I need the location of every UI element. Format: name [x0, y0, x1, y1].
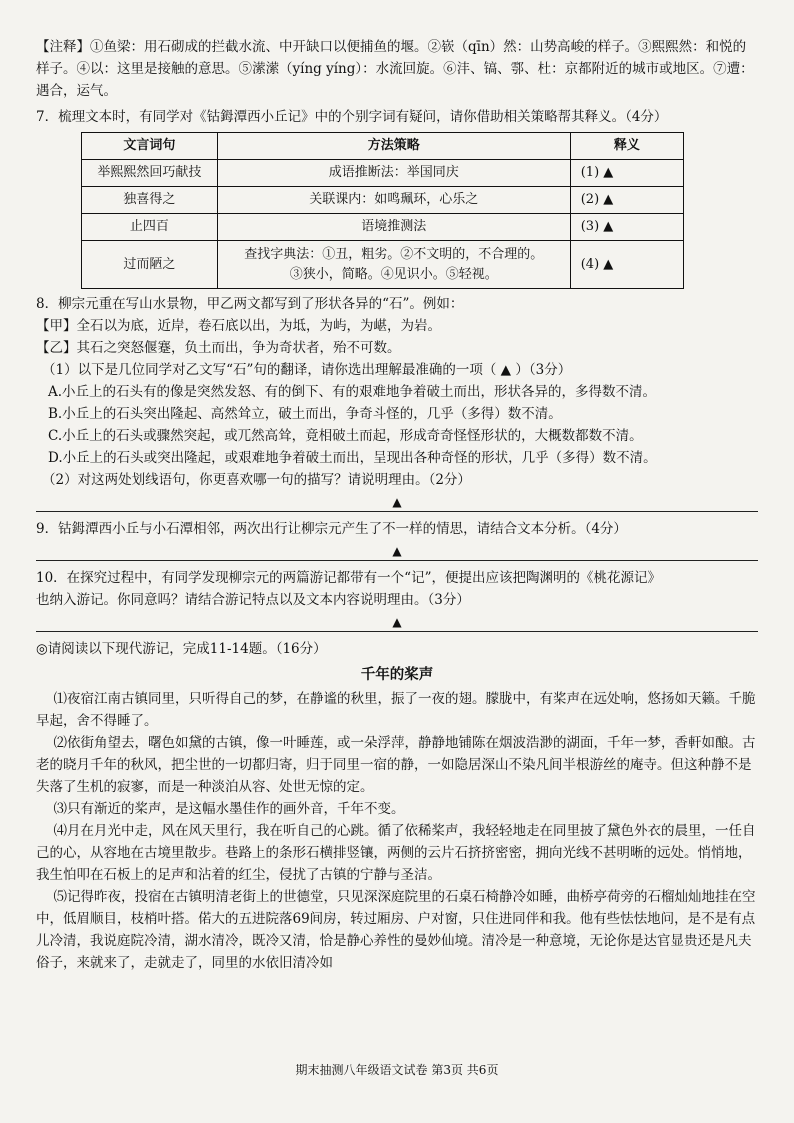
text-yi-quote: 【乙】其石之突怒偃蹇，负土而出，争为奇状者，殆不可数。 — [36, 340, 401, 356]
table-row — [82, 241, 684, 289]
method-cell — [217, 241, 570, 289]
table-row — [82, 214, 684, 241]
question-8-sub2: （2）对这两处划线语句，你更喜欢哪一句的描写？请说明理由。（2分） — [42, 472, 471, 488]
answer-line[interactable]: ▲ — [36, 613, 758, 632]
header-method: 方法策略 — [217, 133, 570, 160]
essay-paragraph-5: ⑸记得昨夜，投宿在古镇明清老街上的世德堂，只见深深庭院里的石桌石椅静冷如睡，曲桥亭荷旁的石榴灿灿地挂在空中，低眉顺目，枝梢叶搭。偌大的五进院落69间房，转过厢房、户对窗，只住进同伴和我。他有些怯怯地问，是不是有点儿冷清，我说庭院冷清，湖水清冷，既冷又清，恰是静心养性的曼妙仙境。清冷是一种意境，无论你是达官显贵还是凡夫俗子，来就来了，走就走了，同里的水依旧清冷如 — [36, 889, 756, 971]
option-c[interactable]: C.小丘上的石头或骤然突起，或兀然高耸，竟相破土而起，形成奇奇怪怪形状的，大概数都数不清。 — [48, 428, 643, 444]
answer-blank[interactable]: (4) ▲ — [570, 241, 683, 289]
question-8-sub1: （1）以下是几位同学对乙文写“石”句的翻译，请你选出理解最准确的一项（ ▲ ）（3分） — [42, 362, 572, 378]
strategy-table — [81, 132, 684, 289]
option-b[interactable]: B.小丘上的石头突出隆起、高然耸立，破土而出，争奇斗怪的，几乎（多得）数不清。 — [48, 406, 562, 422]
option-d[interactable]: D.小丘上的石头或突出隆起，或艰难地争着破土而出，呈现出各种奇怪的形状，几乎（多得）数不清。 — [48, 450, 657, 466]
phrase-cell: 止四百 — [82, 214, 218, 241]
answer-blank[interactable]: (1) ▲ — [570, 160, 683, 187]
method-line-1: 查找字典法：①丑，粗劣。②不文明的，不合理的。 — [244, 246, 544, 262]
essay-title: 千年的桨声 — [360, 666, 434, 683]
phrase-cell: 过而陋之 — [82, 241, 218, 289]
question-10-line-2: 也纳入游记。你同意吗？请结合游记特点以及文本内容说明理由。（3分） — [36, 592, 470, 608]
answer-line[interactable]: ▲ — [36, 493, 758, 512]
question-9-stem: 9．钴鉧潭西小丘与小石潭相邻，两次出行让柳宗元产生了不一样的情思，请结合文本分析。（4分） — [36, 521, 627, 537]
answer-blank[interactable]: (2) ▲ — [570, 187, 683, 214]
section-heading: ◎请阅读以下现代游记，完成11-14题。（16分） — [36, 641, 327, 657]
text-jia-quote: 【甲】全石以为底，近岸，卷石底以出，为坻，为屿，为嵁，为岩。 — [36, 318, 441, 334]
essay-paragraph-4: ⑷月在月光中走，风在风天里行，我在听自己的心跳。循了依稀桨声，我轻轻地走在同里披了黛色外衣的晨里，一任自己的心，从容地在古境里散步。巷路上的条形石横排竖镶，两侧的云片石挤挤密密，拥向光线不甚明晰的远处。悄悄地，我生怕叩在石板上的足声和沾着的红尘，侵扰了古镇的宁静与圣洁。 — [36, 823, 756, 883]
exam-page — [36, 36, 758, 974]
question-7-stem: 7．梳理文本时，有同学对《钴鉧潭西小丘记》中的个别字词有疑问，请你借助相关策略帮其释义。（4分） — [36, 109, 668, 125]
method-cell: 成语推断法：举国同庆 — [217, 160, 570, 187]
method-line-2: ③狭小，简略。④见识小。⑤轻视。 — [289, 266, 498, 282]
question-10-line-1: 10．在探究过程中，有同学发现柳宗元的两篇游记都带有一个“记”，便提出应该把陶渊明的《桃花源记》 — [36, 570, 661, 586]
table-row — [82, 160, 684, 187]
answer-line[interactable]: ▲ — [36, 542, 758, 561]
answer-blank[interactable]: (3) ▲ — [570, 214, 683, 241]
method-cell: 语境推测法 — [217, 214, 570, 241]
essay-paragraph-3: ⑶只有渐近的桨声，是这幅水墨佳作的画外音，千年不变。 — [53, 801, 405, 817]
essay-paragraph-2: ⑵依街角望去，曙色如黛的古镇，像一叶睡莲，或一朵浮萍，静静地铺陈在烟波浩渺的湖面，千年一梦，香軒如酿。古老的晓月千年的秋风，把尘世的一切都归寄，归于同里一宿的静，一如隐居深山不染凡间半根游丝的庵寺。但这种静不是失落了生机的寂寥，而是一种淡泊从容、处世无惊的定。 — [36, 735, 756, 795]
header-phrase: 文言词句 — [82, 133, 218, 160]
table-row — [82, 187, 684, 214]
header-meaning: 释义 — [570, 133, 683, 160]
method-cell: 关联课内：如鸣珮环，心乐之 — [217, 187, 570, 214]
page-footer: 期末抽测八年级语文试卷 第3页 共6页 — [295, 1063, 499, 1077]
essay-paragraph-1: ⑴夜宿江南古镇同里，只听得自己的梦，在静谧的秋里，振了一夜的翅。朦胧中，有桨声在远处响，悠扬如天籁。千脆早起，舍不得睡了。 — [36, 691, 756, 729]
question-8-stem: 8．柳宗元重在写山水景物，甲乙两文都写到了形状各异的“石”。例如： — [36, 296, 464, 312]
annotation-note: 【注释】①鱼梁：用石砌成的拦截水流、中开缺口以便捕鱼的堰。②嵚（qīn）然：山势高峻的样子。③熙熙然：和悦的样子。④以：这里是接触的意思。⑤潆潆（yíng yíng）：水流回旋。⑥沣、镐、鄠、杜：京都附近的城市或地区。⑦遭：遇合，运气。 — [36, 39, 754, 99]
phrase-cell: 举熙熙然回巧献技 — [82, 160, 218, 187]
option-a[interactable]: A.小丘上的石头有的像是突然发怒、有的倒下、有的艰难地争着破土而出，形状各异的，多得数不清。 — [48, 384, 657, 400]
table-header-row — [82, 133, 684, 160]
phrase-cell: 独喜得之 — [82, 187, 218, 214]
